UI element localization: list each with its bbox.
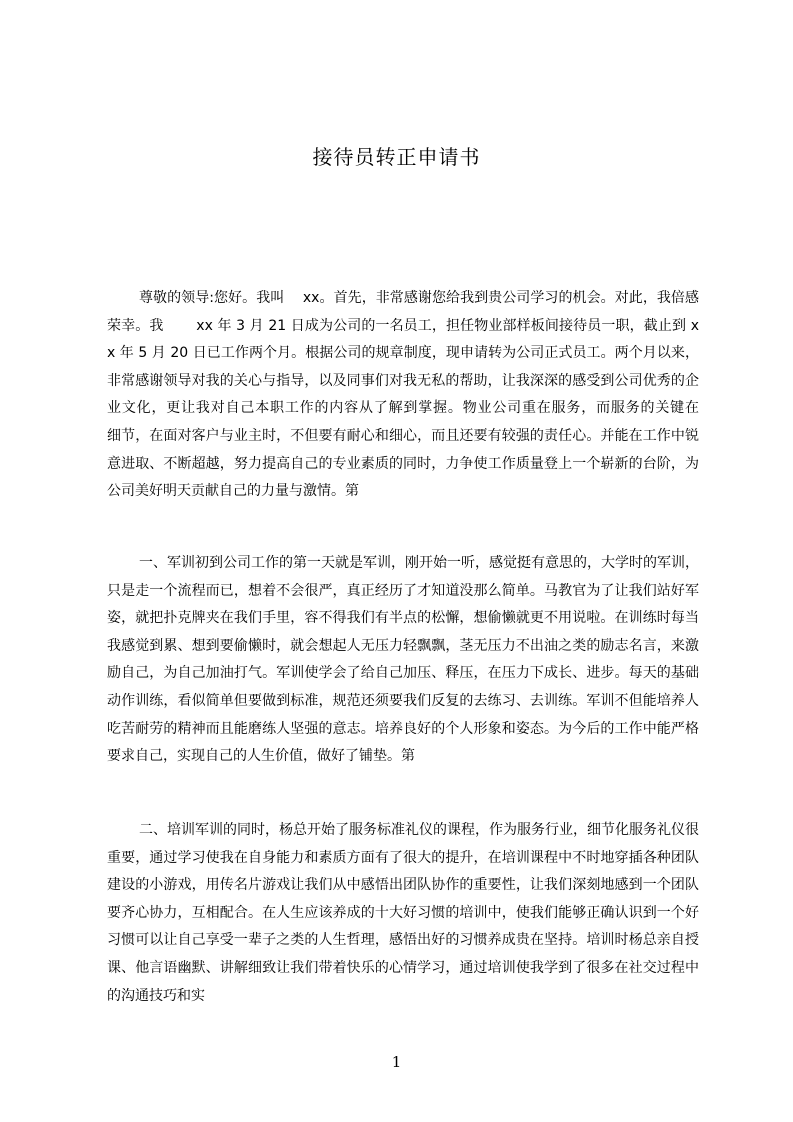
page-number: 1 bbox=[391, 1053, 402, 1071]
paragraph-introduction: 尊敬的领导:您好。我叫 xx。首先，非常感谢您给我到贵公司学习的机会。对此，我倍感荣幸。我 xx 年 3 月 21 日成为公司的一名员工，担任物业部样板间接待员一职，截止到 xx 年 5 月 20 日已工作两个月。根据公司的规章制度，现申请转为公司正式员工。两个月以来，非常感谢领导对我的关心与指导，以及同事们对我无私的帮助，让我深深的感受到公司优秀的企业文化，更让我对自己本职工作的内容从了解到掌握。物业公司重在服务，而服务的关键在 细节，在面对客户与业主时，不但要有耐心和细心，而且还要有较强的责任心。并能在工作中锐意进取、不断超越，努力提高自己的专业素质的同时，力争使工作质量登上一个崭新的台阶，为公司美好明天贡献自己的力量与激情。第 bbox=[107, 290, 732, 500]
document-title: 接待员转正申请书 bbox=[312, 145, 481, 169]
paragraph-etiquette-training: 二、培训军训的同时，杨总开始了服务标准礼仪的课程，作为服务行业，细节化服务礼仪很重要，通过学习使我在自身能力和素质方面有了很大的提升，在培训课程中不时地穿插各种团队建设的小游戏，用传名片游戏让我们从中感悟出团队协作的重要性，让我们深刻地感到一个团队要齐心协力，互相配合。在人生应该养成的十大好习惯的培训中，使我们能够正确认识到一个好习惯可以让自己享受一辈子之类的人生哲理，感悟出好的习惯养成贵在坚持。培训时杨总亲自授课、他言语幽默、讲解细致让我们带着快乐的心情学习，通过培训使我学到了很多在社交过程中的沟通技巧和实 bbox=[107, 822, 699, 1004]
paragraph-military-training: 一、军训初到公司工作的第一天就是军训，刚开始一听，感觉挺有意思的，大学时的军训，只是走一个流程而已，想着不会很严，真正经历了才知道没那么简单。马教官为了让我们站好军姿，就把扑克牌夹在我们手里，容不得我们有半点的松懈，想偷懒就更不用说啦。在训练时每当我感觉到累、想到要偷懒时，就会想起人无压力轻飘飘，茎无压力不出油之类的励志名言，来激励自己，为自己加油打气。军训使学会了给自己加压、释压，在压力下成长、进步。每天的基础动作训练，看似简单但要做到标准，规范还须要我们反复的去练习、去训练。军训不但能培养人吃苦耐劳的精神而且能磨练人坚强的意志。培养良好的个人形象和姿态。为今后的工作中能严格要求自己，实现自己的人生价值，做好了铺垫。第 bbox=[107, 555, 699, 765]
